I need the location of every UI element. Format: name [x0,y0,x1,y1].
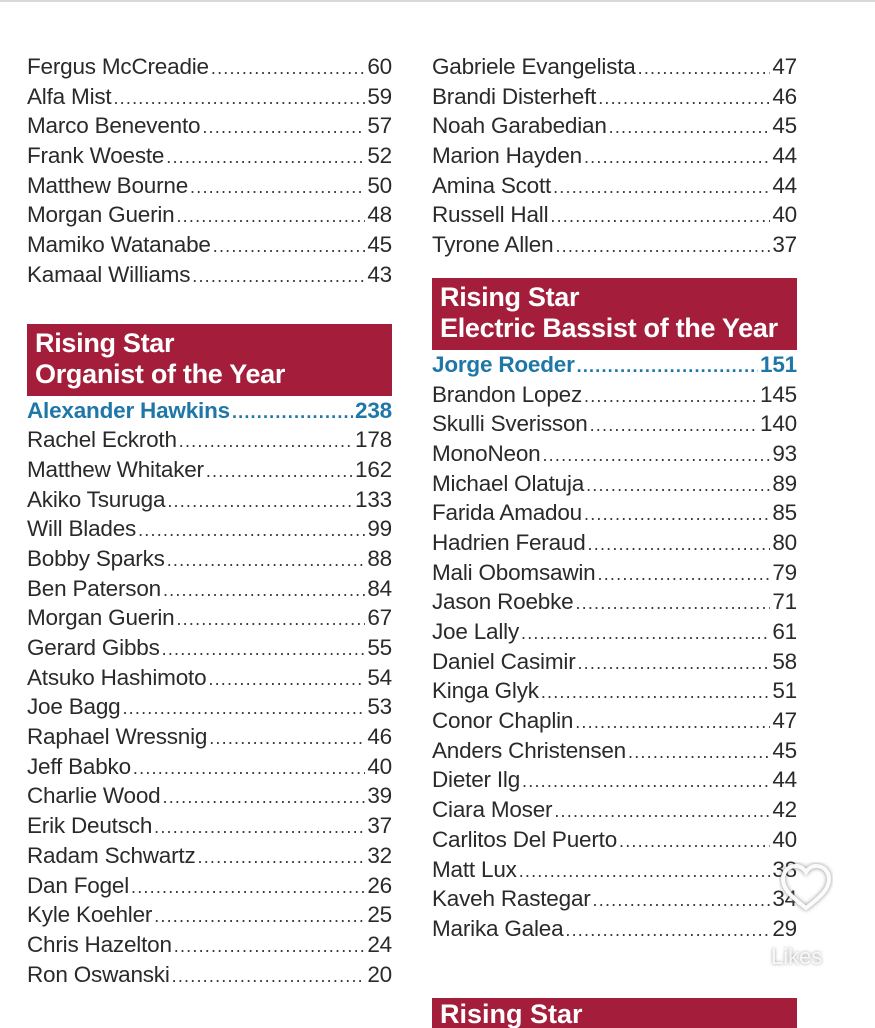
dot-leader [163,783,366,813]
entry-name: Tyrone Allen [432,232,554,258]
dot-leader [577,352,758,382]
section-title-line1: Rising Star [440,281,580,312]
list-entry [27,841,392,871]
list-entry [27,111,392,141]
list-entry [432,765,797,795]
list-entry [27,52,392,82]
dot-leader [584,143,770,173]
entry-name: Jason Roebke [432,589,574,615]
dot-leader [179,427,353,457]
dot-leader [208,665,365,695]
entry-name: Joe Lally [432,619,520,644]
entry-name: Alfa Mist [27,83,112,109]
entry-score: 238 [355,397,392,423]
entry-score: 52 [367,143,392,169]
dot-leader [167,546,366,576]
entry-score: 133 [355,486,392,512]
entry-name: Rachel Eckroth [27,427,177,453]
entry-name: Hadrien Feraud [432,529,586,555]
entry-name: Mamiko Watanabe [27,232,211,258]
entry-score: 61 [772,619,797,644]
entry-name: Fergus McCreadie [27,54,209,79]
dot-leader [138,516,365,546]
dot-leader [213,232,366,262]
entry-score: 59 [367,83,392,109]
list-entry [432,558,797,588]
list-entry [432,587,797,617]
entry-score: 54 [367,664,392,690]
dot-leader [598,84,770,114]
entry-name: Gabriele Evangelista [432,54,636,79]
dot-leader [133,754,365,784]
entry-score: 45 [772,113,797,139]
entry-name: Marco Benevento [27,113,201,139]
right-top-list [432,52,797,260]
left-top-list [27,52,392,290]
list-entry [27,722,392,752]
entry-score: 151 [760,351,797,377]
dot-leader [619,827,770,857]
entry-score: 89 [772,470,797,496]
dot-leader [550,202,770,232]
entry-score: 42 [772,797,797,823]
entry-name: Daniel Casimir [432,648,576,674]
dot-leader [211,54,365,84]
list-entry [27,260,392,290]
entry-score: 99 [367,516,392,542]
section-spacer [27,290,392,324]
entry-score: 34 [772,886,797,912]
list-entry [432,111,797,141]
list-entry [432,469,797,499]
entry-score: 60 [367,54,392,79]
entry-name: Kamaal Williams [27,261,191,287]
entry-name: Will Blades [27,516,137,542]
entry-score: 57 [367,113,392,139]
entry-name: Akiko Tsuruga [27,486,166,512]
list-entry [432,528,797,558]
entry-name: Alexander Hawkins [27,397,230,423]
entry-name: Bobby Sparks [27,545,165,571]
entry-score: 44 [772,172,797,198]
list-entry [432,141,797,171]
organist-entries [27,425,392,989]
list-entry [432,230,797,260]
entry-score: 80 [772,529,797,555]
entry-score: 39 [367,783,392,809]
list-entry [432,884,797,914]
list-entry [27,811,392,841]
list-entry [27,633,392,663]
entry-name: Russell Hall [432,202,549,228]
organist-section-header [27,324,392,396]
list-entry [27,544,392,574]
left-column [27,52,392,989]
list-entry [27,663,392,693]
dot-leader [565,916,770,946]
entry-score: 44 [772,767,797,793]
entry-score: 178 [355,427,392,453]
entry-score: 46 [367,724,392,750]
list-entry [432,498,797,528]
dot-leader [174,932,366,962]
list-entry [432,380,797,410]
dot-leader [577,649,770,679]
dot-leader [575,708,770,738]
bassist-section-header [432,278,797,350]
entry-score: 84 [367,575,392,601]
entry-score: 55 [367,635,392,660]
list-entry [27,692,392,722]
winner-entry [27,396,392,426]
bassist-entries [432,380,797,944]
entry-score: 38 [772,856,797,882]
dot-leader [593,886,771,916]
entry-name: Kaveh Rastegar [432,886,591,912]
entry-score: 67 [367,605,392,631]
entry-name: Noah Garabedian [432,113,607,139]
dot-leader [167,487,353,517]
entry-name: Morgan Guerin [27,605,175,631]
entry-score: 58 [772,648,797,674]
dot-leader [209,724,365,754]
dot-leader [166,143,365,173]
winner-entry [432,350,797,380]
dot-leader [542,441,770,471]
entry-name: Matt Lux [432,856,517,882]
list-entry [432,52,797,82]
entry-score: 32 [367,842,392,868]
dot-leader [575,589,770,619]
dot-leader [202,113,365,143]
entry-name: Matthew Bourne [27,172,189,198]
list-entry [27,141,392,171]
dot-leader [154,902,365,932]
section-title-line2: Electric Bassist of the Year [440,312,778,343]
right-column [432,52,797,944]
dot-leader [609,113,771,143]
list-entry [432,200,797,230]
entry-score: 29 [772,915,797,941]
dot-leader [584,500,770,530]
entry-name: Gerard Gibbs [27,635,160,660]
dot-leader [190,173,365,203]
entry-score: 37 [367,813,392,839]
entry-name: Ciara Moser [432,797,553,823]
dot-leader [590,411,758,441]
dot-leader [176,202,365,232]
heart-outline-icon[interactable] [779,862,833,914]
entry-name: Dieter Ilg [432,767,521,793]
entry-score: 20 [367,961,392,987]
dot-leader [122,694,365,724]
list-entry [432,795,797,825]
list-entry [27,171,392,201]
list-entry [432,439,797,469]
list-entry [27,230,392,260]
entry-name: Morgan Guerin [27,202,175,228]
dot-leader [555,232,770,262]
section-spacer [432,260,797,278]
entry-name: Chris Hazelton [27,931,172,957]
list-entry [27,200,392,230]
entry-name: Conor Chaplin [432,708,574,734]
list-entry [27,514,392,544]
entry-name: Mali Obomsawin [432,559,596,585]
entry-name: Brandon Lopez [432,381,583,407]
entry-name: Raphael Wressnig [27,724,208,750]
dot-leader [162,635,366,665]
entry-name: Anders Christensen [432,737,627,763]
likes-label: Likes [771,944,823,969]
dot-leader [172,962,366,992]
entry-name: Atsuko Hashimoto [27,664,207,690]
entry-score: 79 [772,559,797,585]
dot-leader [154,813,365,843]
dot-leader [206,457,353,487]
entry-name: MonoNeon [432,440,541,466]
entry-score: 26 [367,872,392,898]
entry-name: Skulli Sverisson [432,411,588,437]
entry-score: 47 [772,708,797,734]
list-entry [432,647,797,677]
bassist-winner [432,350,797,380]
dot-leader [541,678,771,708]
next-section-title: Rising Star [440,999,583,1028]
entry-score: 43 [367,261,392,287]
entry-score: 46 [772,83,797,109]
entry-name: Charlie Wood [27,783,161,809]
list-entry [27,781,392,811]
entry-score: 140 [760,411,797,437]
list-entry [27,603,392,633]
entry-score: 25 [367,902,392,928]
entry-name: Carlitos Del Puerto [432,826,618,852]
dot-leader [628,738,770,768]
list-entry [27,425,392,455]
dot-leader [198,843,366,873]
dot-leader [163,576,365,606]
entry-name: Jeff Babko [27,753,131,779]
entry-score: 93 [772,440,797,466]
entry-name: Matthew Whitaker [27,456,204,482]
list-entry [432,855,797,885]
entry-name: Joe Bagg [27,694,121,720]
list-entry [27,900,392,930]
entry-name: Jorge Roeder [432,351,575,377]
entry-score: 47 [772,54,797,79]
dot-leader [519,857,771,887]
list-entry [27,455,392,485]
entry-name: Dan Fogel [27,872,130,898]
list-entry [432,706,797,736]
entry-name: Ron Oswanski [27,961,170,987]
entry-score: 71 [772,589,797,615]
entry-score: 85 [772,500,797,526]
section-title-line1: Rising Star [35,327,175,358]
list-entry [432,82,797,112]
entry-score: 24 [367,931,392,957]
list-entry [432,409,797,439]
entry-name: Frank Woeste [27,143,165,169]
entry-name: Erik Deutsch [27,813,153,839]
entry-name: Kyle Koehler [27,902,153,928]
dot-leader [232,398,353,428]
dot-leader [598,560,771,590]
list-entry [27,485,392,515]
entry-score: 50 [367,172,392,198]
list-entry [27,871,392,901]
entry-score: 45 [772,737,797,763]
list-entry [27,930,392,960]
top-border [0,0,875,2]
entry-score: 88 [367,545,392,571]
dot-leader [584,382,758,412]
entry-score: 40 [772,826,797,852]
dot-leader [176,605,365,635]
organist-winner [27,396,392,426]
entry-score: 145 [760,381,797,407]
entry-score: 45 [367,232,392,258]
dot-leader [588,530,771,560]
entry-score: 40 [367,753,392,779]
entry-score: 51 [772,678,797,704]
dot-leader [553,173,770,203]
entry-score: 48 [367,202,392,228]
entry-name: Marion Hayden [432,143,582,169]
dot-leader [113,84,365,114]
list-entry [432,617,797,647]
dot-leader [522,767,770,797]
dot-leader [638,54,771,84]
entry-name: Michael Olatuja [432,470,585,496]
entry-name: Farida Amadou [432,500,582,526]
entry-score: 40 [772,202,797,228]
entry-name: Marika Galea [432,915,564,941]
list-entry [27,574,392,604]
dot-leader [131,873,365,903]
list-entry [432,171,797,201]
list-entry [432,736,797,766]
entry-name: Kinga Glyk [432,678,539,704]
entry-score: 44 [772,143,797,169]
entry-name: Ben Paterson [27,575,161,601]
dot-leader [192,262,365,292]
list-entry [27,960,392,990]
dot-leader [554,797,770,827]
dot-leader [586,471,770,501]
entry-name: Amina Scott [432,172,552,198]
entry-score: 53 [367,694,392,720]
list-entry [432,914,797,944]
entry-name: Brandi Disterheft [432,83,597,109]
entry-score: 162 [355,456,392,482]
entry-score: 37 [772,232,797,258]
list-entry [432,676,797,706]
list-entry [432,825,797,855]
dot-leader [521,619,770,649]
list-entry [27,82,392,112]
list-entry [27,752,392,782]
section-title-line2: Organist of the Year [35,358,286,389]
entry-name: Radam Schwartz [27,842,196,868]
